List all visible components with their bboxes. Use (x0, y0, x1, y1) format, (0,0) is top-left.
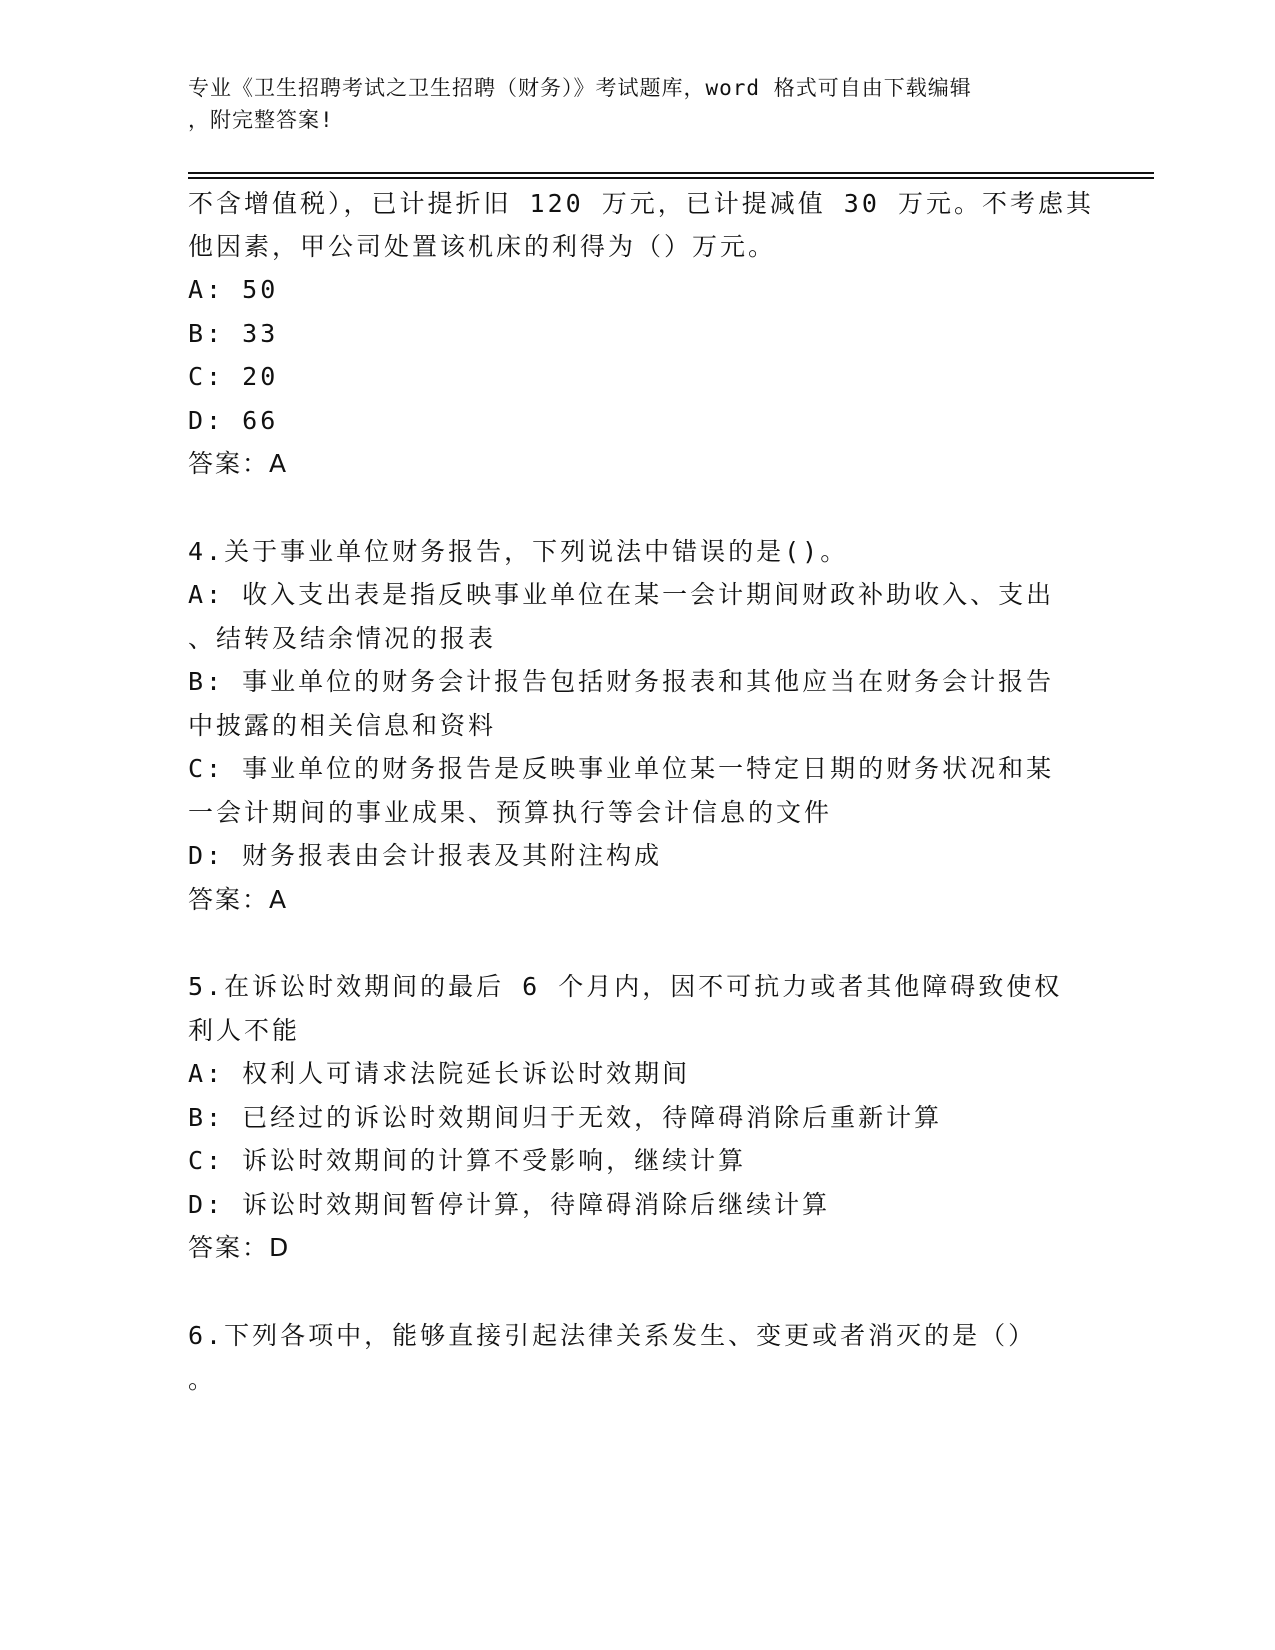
q4-option-d: D: 财务报表由会计报表及其附注构成 (188, 841, 663, 870)
q3-option-c: C: 20 (188, 362, 279, 391)
q5-stem-line-2: 利人不能 (188, 1016, 301, 1045)
q4-option-b-line-2: 中披露的相关信息和资料 (188, 711, 497, 740)
q3-option-b: B: 33 (188, 319, 279, 348)
q6-stem-line-2: 。 (188, 1365, 217, 1394)
q4-option-a-line-1: A: 收入支出表是指反映事业单位在某一会计期间财政补助收入、支出 (188, 580, 1055, 609)
q3-option-d: D: 66 (188, 406, 279, 435)
q4-stem: 4.关于事业单位财务报告，下列说法中错误的是()。 (188, 537, 849, 566)
header-rule-top (188, 172, 1154, 174)
q5-stem-line-1: 5.在诉讼时效期间的最后 6 个月内，因不可抗力或者其他障碍致使权 (188, 972, 1063, 1001)
header-rule-bottom (188, 177, 1154, 179)
q4-option-b-line-1: B: 事业单位的财务会计报告包括财务报表和其他应当在财务会计报告 (188, 667, 1055, 696)
q5-option-b: B: 已经过的诉讼时效期间归于无效，待障碍消除后重新计算 (188, 1103, 943, 1132)
q3-stem-line-1: 不含增值税），已计提折旧 120 万元，已计提减值 30 万元。不考虑其 (188, 189, 1094, 218)
q4-option-c-line-1: C: 事业单位的财务报告是反映事业单位某一特定日期的财务状况和某 (188, 754, 1055, 783)
q4-answer: 答案：A (188, 885, 289, 914)
q4-option-c-line-2: 一会计期间的事业成果、预算执行等会计信息的文件 (188, 798, 833, 827)
q3-answer: 答案：A (188, 449, 289, 478)
q5-option-d: D: 诉讼时效期间暂停计算，待障碍消除后继续计算 (188, 1190, 831, 1219)
q5-answer: 答案：D (188, 1233, 291, 1262)
q3-stem-line-2: 他因素，甲公司处置该机床的利得为（）万元。 (188, 232, 777, 261)
q5-option-c: C: 诉讼时效期间的计算不受影响，继续计算 (188, 1146, 747, 1175)
q3-option-a: A: 50 (188, 275, 279, 304)
header-line-1: 专业《卫生招聘考试之卫生招聘（财务）》考试题库，word 格式可自由下载编辑 (188, 76, 972, 100)
q6-stem-line-1: 6.下列各项中，能够直接引起法律关系发生、变更或者消灭的是（） (188, 1321, 1037, 1350)
q5-option-a: A: 权利人可请求法院延长诉讼时效期间 (188, 1059, 691, 1088)
q4-option-a-line-2: 、结转及结余情况的报表 (188, 624, 497, 653)
header-line-2: ，附完整答案! (188, 108, 334, 132)
